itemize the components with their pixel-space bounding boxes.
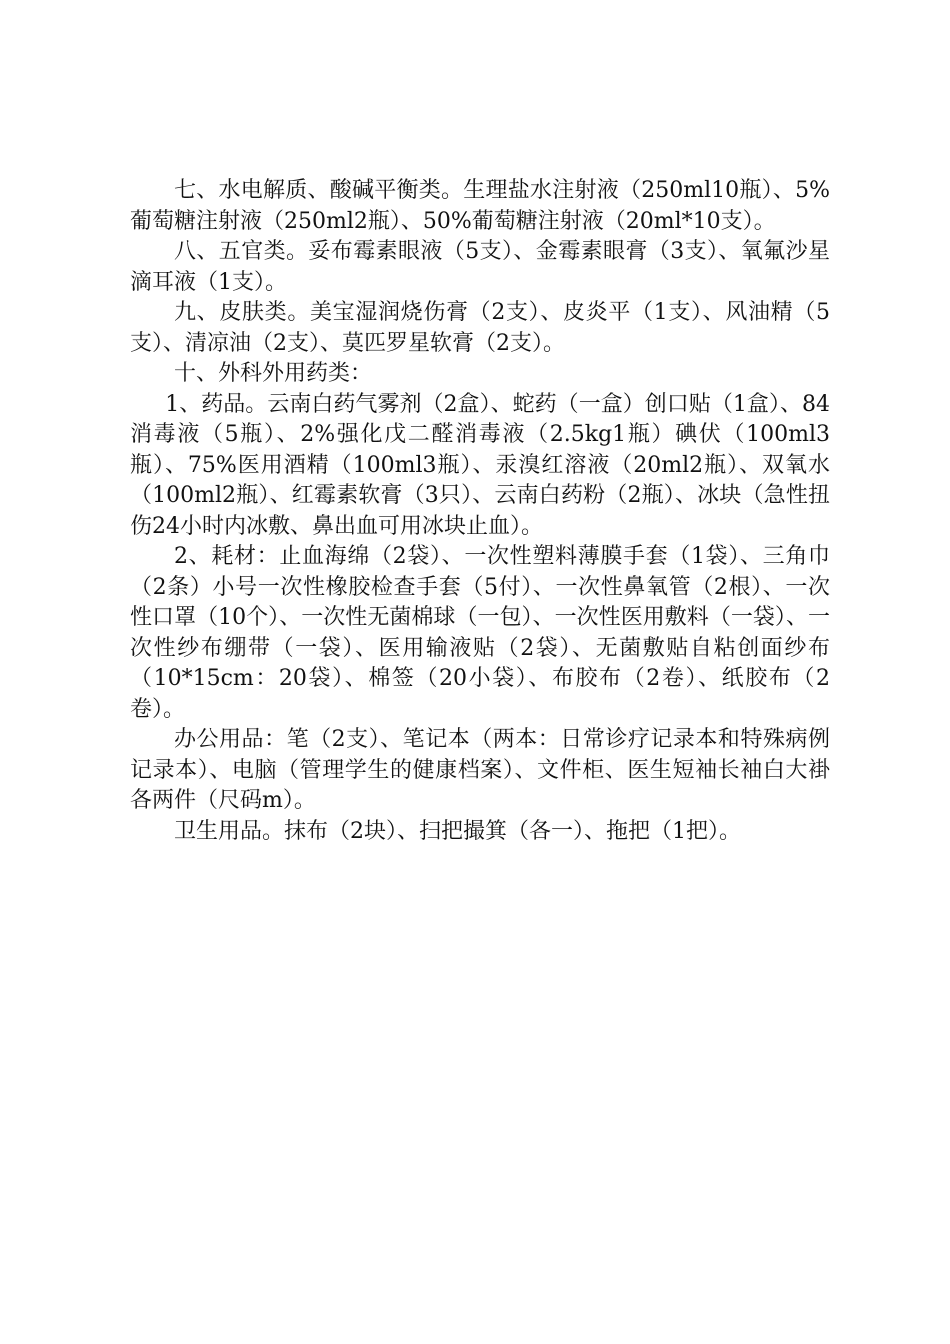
paragraph-medicines: 1、药品。云南白药气雾剂（2盒）、蛇药（一盒）创口贴（1盒）、84消毒液（5瓶）、2%强化戊二醛消毒液（2.5kg1瓶）碘伏（100ml3瓶）、75%医用酒精（100ml3瓶）、汞溴红溶液（20ml2瓶）、双氧水（100ml2瓶）、红霉素软膏（3只）、云南白药粉（2瓶）、冰块（急性扭伤24小时内冰敷、鼻出血可用冰块止血）。	[130, 391, 830, 539]
paragraph-consumables: 2、耗材：止血海绵（2袋）、一次性塑料薄膜手套（1袋）、三角巾（2条）小号一次性橡胶检查手套（5付）、一次性鼻氧管（2根）、一次性口罩（10个）、一次性无菌棉球（一包）、一次性医用敷料（一袋）、一次性纱布绷带（一袋）、医用输液贴（2袋）、无菌敷贴自粘创面纱布（10*15cm：20袋）、棉签（20小袋）、布胶布（2卷）、纸胶布（2卷）。	[130, 544, 830, 722]
paragraph-office-supplies: 办公用品：笔（2支）、笔记本（两本：日常诊疗记录本和特殊病例记录本）、电脑（管理学生的健康档案）、文件柜、医生短袖长袖白大褂各两件（尺码m）。	[130, 727, 830, 813]
document-body	[130, 176, 830, 847]
paragraph-surgical-heading: 十、外科外用药类：	[174, 361, 373, 386]
paragraph-ent: 八、五官类。妥布霉素眼液（5支）、金霉素眼膏（3支）、氧氟沙星滴耳液（1支）。	[130, 239, 830, 295]
paragraph-skin: 九、皮肤类。美宝湿润烧伤膏（2支）、皮炎平（1支）、风油精（5支）、清凉油（2支）、莫匹罗星软膏（2支）。	[130, 300, 830, 356]
paragraph-electrolytes: 七、水电解质、酸碱平衡类。生理盐水注射液（250ml10瓶）、5%葡萄糖注射液（250ml2瓶）、50%葡萄糖注射液（20ml*10支）。	[130, 178, 830, 234]
paragraph-sanitary-supplies: 卫生用品。抹布（2块）、扫把撮箕（各一）、拖把（1把）。	[174, 818, 741, 844]
